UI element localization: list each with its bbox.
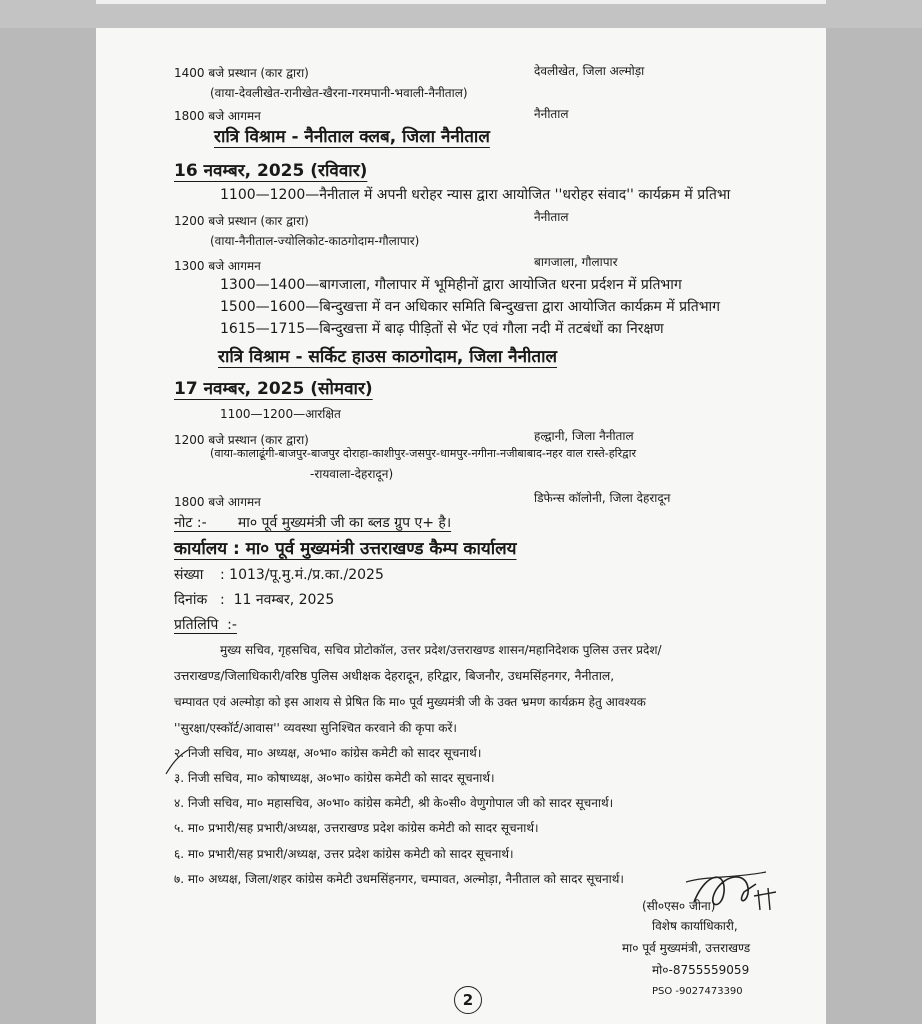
arrival-1800: 1800 बजे आगमन [174, 109, 261, 123]
arrival-1800-day17: 1800 बजे आगमन [174, 495, 261, 509]
pen-mark [164, 748, 194, 778]
pratilipi-para-line-2: उत्तराखण्ड/जिलाधिकारी/वरिष्ठ पुलिस अधीक्षक देहरादून, हरिद्वार, बिजनौर, उधमसिंहनगर, नैनीताल, [174, 668, 615, 683]
route-1: (वाया-देवलीखेत-रानीखेत-खैरना-गरमपानी-भवाली-नैनीताल) [210, 86, 468, 100]
route-3-line-2: -रायवाला-देहरादून) [310, 467, 394, 481]
departure-1200: 1200 बजे प्रस्थान (कार द्वारा) [174, 214, 309, 228]
departure-1400-place: देवलीखेत, जिला अल्मोड़ा [534, 64, 645, 78]
item-1500-van-adhikar: 1500—1600—बिन्दुखत्ता में वन अधिकार समिति बिन्दुखत्ता द्वारा आयोजित कार्यक्रम में प्रतिभाग [220, 299, 721, 315]
date-16-nov: 16 नवम्बर, 2025 (रविवार) [174, 161, 368, 181]
signatory-designation: विशेष कार्याधिकारी, [652, 919, 738, 933]
night-stay-1: रात्रि विश्राम - नैनीताल क्लब, जिला नैनीताल [214, 127, 490, 147]
sankhya-value: : 1013/पू.मु.मं./प्र.का./2025 [220, 567, 384, 583]
night-stay-2: रात्रि विश्राम - सर्किट हाउस काठगोदाम, जिला नैनीताल [218, 347, 558, 367]
route-2: (वाया-नैनीताल-ज्योलिकोट-काठगोदाम-गौलापार) [210, 234, 420, 248]
signatory-pso: PSO -9027473390 [652, 986, 743, 994]
date-17-nov: 17 नवम्बर, 2025 (सोमवार) [174, 379, 373, 399]
item-1100-reserved: 1100—1200—आरक्षित [220, 407, 341, 421]
item-1615-flood-visit: 1615—1715—बिन्दुखत्ता में बाढ़ पीड़ितों से भेंट एवं गौला नदी में तटबंधों का निरक्षण [220, 321, 664, 337]
copy-item-6: ६. मा० प्रभारी/सह प्रभारी/अध्यक्ष, उत्तर प्रदेश कांग्रेस कमेटी को सादर सूचनार्थ। [174, 847, 514, 861]
departure-1200-day17: 1200 बजे प्रस्थान (कार द्वारा) [174, 433, 309, 447]
arrival-1300: 1300 बजे आगमन [174, 259, 261, 273]
pratilipi-para-line-1: मुख्य सचिव, गृहसचिव, सचिव प्रोटोकॉल, उत्तर प्रदेश/उत्तराखण्ड शासन/महानिदेशक पुलिस उत्तर प्रदेश/ [220, 643, 662, 657]
page-number-text: 2 [462, 991, 474, 1009]
route-3-line-1: (वाया-कालाढूंगी-बाजपुर-बाजपुर दोराहा-काशीपुर-जसपुर-धामपुर-नगीना-नजीबाबाद-नहर वाल रास्ते-हरिद्वार [210, 447, 637, 460]
signatory-office: मा० पूर्व मुख्यमंत्री, उत्तराखण्ड [622, 941, 751, 955]
copy-item-3: ३. निजी सचिव, मा० कोषाध्यक्ष, अ०भा० कांग्रेस कमेटी को सादर सूचनार्थ। [174, 771, 495, 785]
signatory-name: (सी०एस० जीना) [642, 899, 716, 913]
top-strip [0, 0, 922, 28]
departure-1200-day17-place: हल्द्वानी, जिला नैनीताल [534, 429, 634, 443]
item-1300-dharna: 1300—1400—बागजाला, गौलापार में भूमिहीनों द्वारा आयोजित धरना प्रर्दशन में प्रतिभाग [220, 277, 682, 293]
blood-group-note: नोट :- मा० पूर्व मुख्यमंत्री जी का ब्लड ग्रुप ए+ है। [174, 515, 452, 531]
previous-page-edge [96, 0, 826, 4]
copy-item-5: ५. मा० प्रभारी/सह प्रभारी/अध्यक्ष, उत्तराखण्ड प्रदेश कांग्रेस कमेटी को सादर सूचनार्थ। [174, 821, 539, 835]
copy-item-7: ७. मा० अध्यक्ष, जिला/शहर कांग्रेस कमेटी उधमसिंहनगर, चम्पावत, अल्मोड़ा, नैनीताल को सादर सूचनार्थ। [174, 872, 624, 886]
copy-item-4: ४. निजी सचिव, मा० महासचिव, अ०भा० कांग्रेस कमेटी, श्री के०सी० वेणुगोपाल जी को सादर सूचनार्थ। [174, 796, 614, 810]
document-page [96, 28, 826, 1024]
pratilipi-para-line-3: चम्पावत एवं अल्मोड़ा को इस आशय से प्रेषित कि मा० पूर्व मुख्यमंत्री जी के उक्त भ्रमण कार्यक्रम हेतु आवश्यक [174, 695, 646, 709]
dinank-value: : 11 नवम्बर, 2025 [220, 592, 335, 608]
office-heading: कार्यालय : मा० पूर्व मुख्यमंत्री उत्तराखण्ड कैम्प कार्यालय [174, 539, 517, 559]
item-1100-dharohar: 1100—1200—नैनीताल में अपनी धरोहर न्यास द्वारा आयोजित ''धरोहर संवाद'' कार्यक्रम में प्रतिभा [220, 187, 731, 203]
departure-1200-place: नैनीताल [534, 210, 569, 224]
signatory-mobile: मो०-8755559059 [652, 963, 750, 977]
arrival-1300-place: बागजाला, गौलापार [534, 255, 618, 269]
pratilipi-heading: प्रतिलिपि :- [174, 617, 237, 633]
dinank-label: दिनांक [174, 592, 208, 608]
page-number [454, 986, 482, 1014]
departure-1400: 1400 बजे प्रस्थान (कार द्वारा) [174, 66, 309, 80]
arrival-1800-place: नैनीताल [534, 107, 569, 121]
pratilipi-para-line-4: ''सुरक्षा/एस्कॉर्ट/आवास'' व्यवस्था सुनिश्चित करवाने की कृपा करें। [174, 721, 457, 735]
sankhya-label: संख्या [174, 567, 204, 583]
arrival-1800-day17-place: डिफेन्स कॉलोनी, जिला देहरादून [534, 491, 671, 505]
copy-item-2: २. निजी सचिव, मा० अध्यक्ष, अ०भा० कांग्रेस कमेटी को सादर सूचनार्थ। [174, 746, 482, 760]
